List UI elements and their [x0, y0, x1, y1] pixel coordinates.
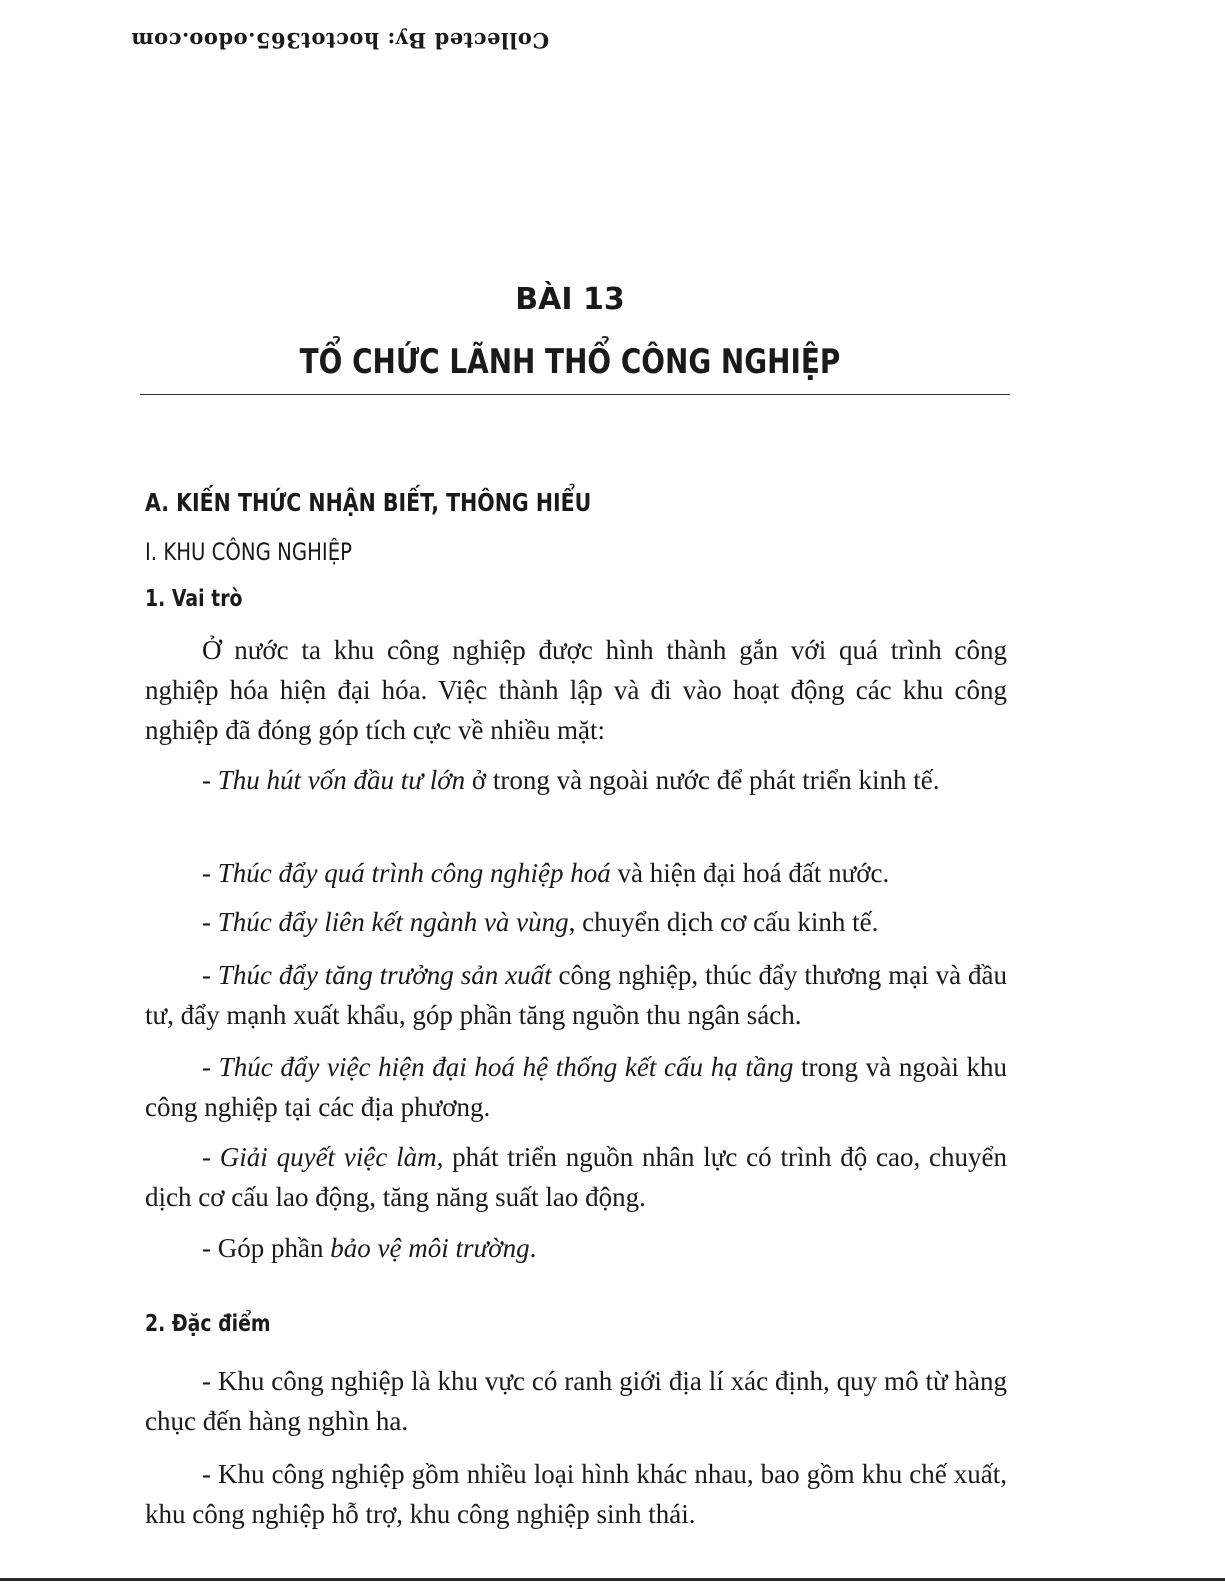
heading-vai-tro: 1. Vai trò	[145, 586, 243, 612]
page-bottom-edge	[0, 1578, 1225, 1581]
heading-dac-diem: 2. Đặc điểm	[145, 1311, 271, 1337]
bullet-1: - Thu hút vốn đầu tư lớn ở trong và ngoài nước để phát triển kinh tế.	[202, 765, 940, 795]
bullet-6: - Giải quyết việc làm, phát triển nguồn nhân lực có trình độ cao, chuyển dịch cơ cấu lao động, tăng năng suất lao động.	[145, 1142, 1008, 1212]
bullet-4: - Thúc đẩy tăng trưởng sản xuất công nghiệp, thúc đẩy thương mại và đầu tư, đẩy mạnh xuất khẩu, góp phần tăng nguồn thu ngân sách.	[145, 960, 1008, 1030]
dac-diem-paragraph-1: - Khu công nghiệp là khu vực có ranh giới địa lí xác định, quy mô từ hàng chục đến hàng nghìn ha.	[145, 1366, 1007, 1436]
bullet-3: - Thúc đẩy liên kết ngành và vùng, chuyển dịch cơ cấu kinh tế.	[202, 907, 879, 937]
subsection-khu-cong-nghiep: I. KHU CÔNG NGHIỆP	[145, 538, 353, 566]
paragraph-intro: Ở nước ta khu công nghiệp được hình thành gắn với quá trình công nghiệp hóa hiện đại hóa. Việc thành lập và đi vào hoạt động các khu công nghiệp đã đóng góp tích cực về nhiều mặt:	[145, 635, 1007, 745]
bullet-2: - Thúc đẩy quá trình công nghiệp hoá và hiện đại hoá đất nước.	[202, 858, 890, 888]
watermark-text: Collected By: hoctot365.odoo.com	[130, 28, 550, 53]
section-a-heading: A. KIẾN THỨC NHẬN BIẾT, THÔNG HIỂU	[145, 488, 592, 517]
bullet-5: - Thúc đẩy việc hiện đại hoá hệ thống kết cấu hạ tầng trong và ngoài khu công nghiệp tại các địa phương.	[145, 1052, 1008, 1122]
dac-diem-paragraph-2: - Khu công nghiệp gồm nhiều loại hình khác nhau, bao gồm khu chế xuất, khu công nghiệp hỗ trợ, khu công nghiệp sinh thái.	[145, 1459, 1007, 1529]
title-divider	[140, 394, 1010, 395]
lesson-number: BÀI 13	[515, 282, 625, 317]
lesson-title: TỔ CHỨC LÃNH THỔ CÔNG NGHIỆP	[299, 342, 841, 382]
bullet-7: - Góp phần bảo vệ môi trường.	[202, 1233, 537, 1263]
